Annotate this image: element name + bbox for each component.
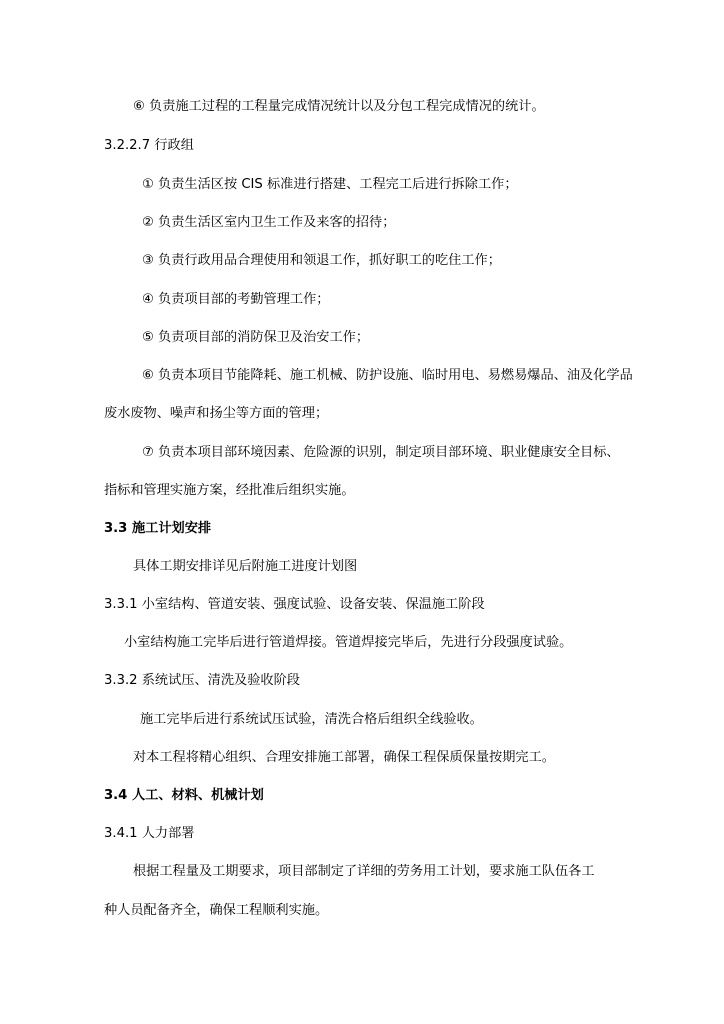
list-item: ⑤ 负责项目部的消防保卫及治安工作； xyxy=(142,330,370,345)
list-item-continuation: 废水废物、噪声和扬尘等方面的管理； xyxy=(104,406,329,421)
section-heading: 3.4 人工、材料、机械计划 xyxy=(104,788,264,803)
list-item: ④ 负责项目部的考勤管理工作； xyxy=(142,292,330,307)
paragraph-line: 对本工程将精心组织、合理安排施工部署，确保工程保质保量按期完工。 xyxy=(133,750,555,765)
list-item: ② 负责生活区室内卫生工作及来客的招待； xyxy=(142,215,396,230)
list-item: ⑥ 负责本项目节能降耗、施工机械、防护设施、临时用电、易燃易爆品、油及化学品 xyxy=(142,368,633,383)
subsection-heading: 3.4.1 人力部署 xyxy=(104,826,195,841)
section-heading: 3.3 施工计划安排 xyxy=(104,521,212,536)
paragraph-line: 根据工程量及工期要求，项目部制定了详细的劳务用工计划，要求施工队伍各工 xyxy=(133,864,595,879)
subsection-heading: 3.3.1 小室结构、管道安装、强度试验、设备安装、保温施工阶段 xyxy=(104,597,485,612)
list-item: ⑦ 负责本项目部环境因素、危险源的识别，制定项目部环境、职业健康安全目标、 xyxy=(142,445,620,460)
list-item: ① 负责生活区按 CIS 标准进行搭建、工程完工后进行拆除工作； xyxy=(142,177,518,192)
paragraph-line: 具体工期安排详见后附施工进度计划图 xyxy=(133,559,358,574)
paragraph-line: 小室结构施工完毕后进行管道焊接。管道焊接完毕后，先进行分段强度试验。 xyxy=(124,635,573,650)
list-item: ③ 负责行政用品合理使用和领退工作，抓好职工的吃住工作； xyxy=(142,253,501,268)
paragraph-line: 施工完毕后进行系统试压试验，清洗合格后组织全线验收。 xyxy=(140,712,483,727)
paragraph-line: 种人员配备齐全，确保工程顺利实施。 xyxy=(104,903,329,918)
subsection-heading: 3.3.2 系统试压、清洗及验收阶段 xyxy=(104,673,300,688)
paragraph-line: ⑥ 负责施工过程的工程量完成情况统计以及分包工程完成情况的统计。 xyxy=(133,99,545,114)
subsection-heading: 3.2.2.7 行政组 xyxy=(104,138,194,153)
list-item-continuation: 指标和管理实施方案，经批准后组织实施。 xyxy=(104,483,355,498)
